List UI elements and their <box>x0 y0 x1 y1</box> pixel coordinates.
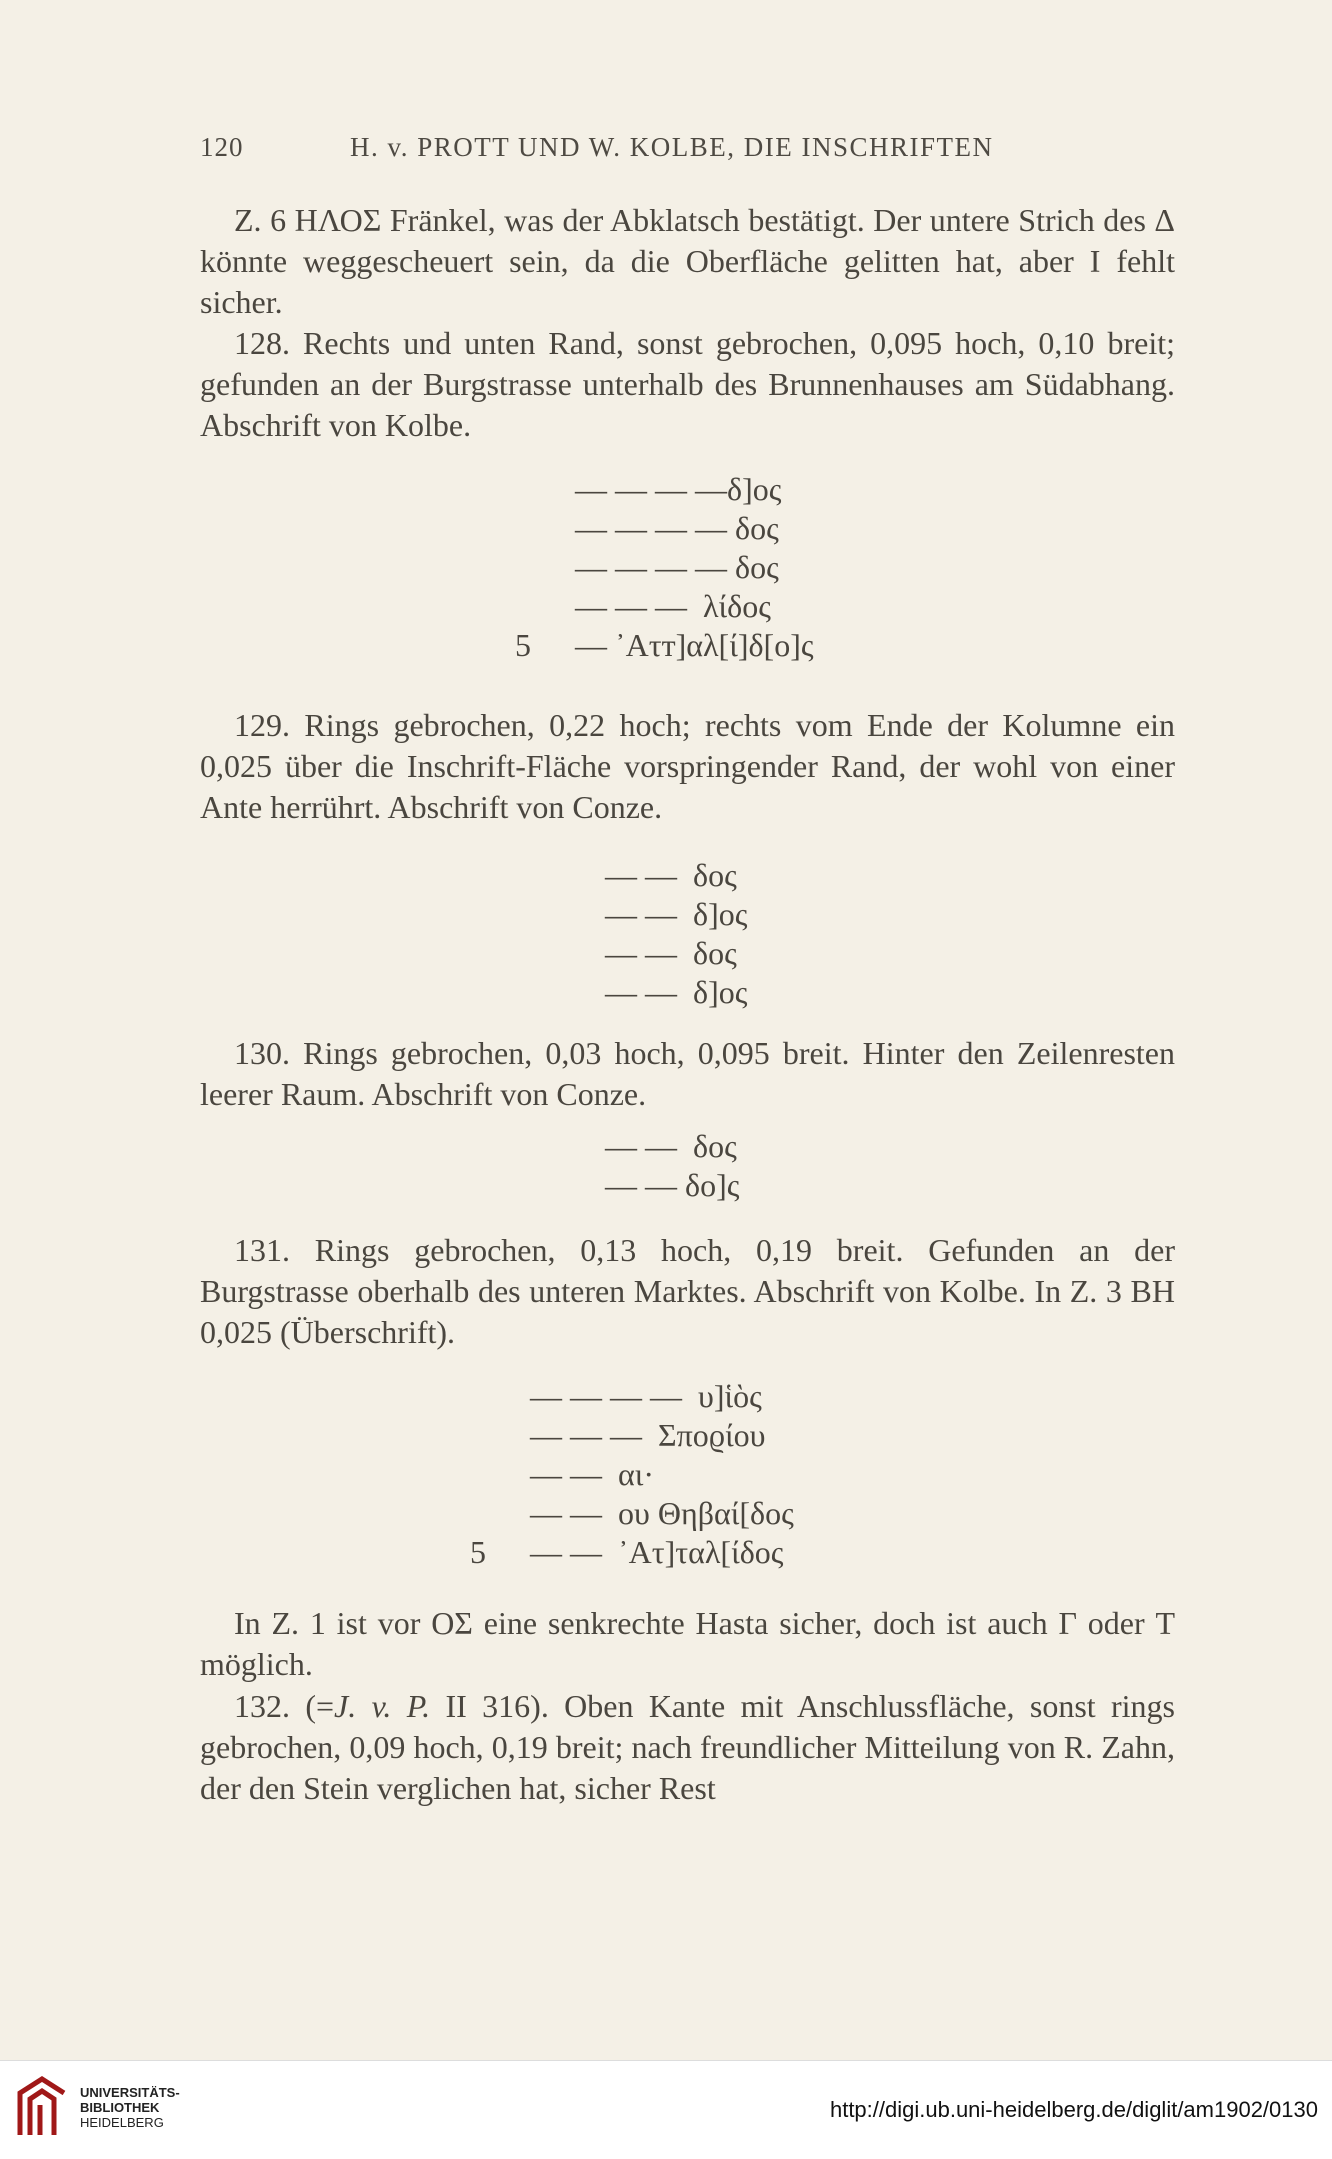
inscription-text: — — — Σποϱίου <box>530 1417 766 1453</box>
inscription-129 <box>605 856 747 1012</box>
entry-130-text: 130. Rings gebrochen, 0,03 hoch, 0,095 breit. Hinter den Zeilenresten leerer Raum. Abschrift von Conze. <box>200 1035 1175 1112</box>
inscription-text: — — ᾿Ατ]ταλ[ίδος <box>530 1534 784 1570</box>
entry-129-text: 129. Rings gebrochen, 0,22 hoch; rechts vom Ende der Kolumne ein 0,025 über die Inschrift-Fläche vorspringender Rand, der wohl von einer Ante herrührt. Abschrift von Conze. <box>200 707 1175 825</box>
entry-132-rest: II 316). Oben Kante mit Anschlussfläche, sonst rings gebrochen, 0,09 hoch, 0,19 breit; nach freundlicher Mitteilung von R. Zahn, der den Stein verglichen hat, sicher Rest <box>200 1688 1176 1806</box>
inscription-text: — — — — δος <box>575 510 779 546</box>
line-number: 5 <box>470 1534 486 1570</box>
paragraph-note-z6 <box>200 200 1175 323</box>
inscription-line <box>605 934 747 973</box>
library-footer <box>0 2060 1332 2159</box>
inscription-line <box>605 973 747 1012</box>
entry-131 <box>200 1230 1175 1353</box>
logo-line-1: UNIVERSITÄTS- <box>80 2085 180 2100</box>
note-131 <box>200 1603 1175 1685</box>
inscription-text: — — — —δ]ος <box>575 471 782 507</box>
entry-128-text: 128. Rechts und unten Rand, sonst gebrochen, 0,095 hoch, 0,10 breit; gefunden an der Burgstrasse unterhalb des Brunnenhauses am Südabhang. Abschrift von Kolbe. <box>200 325 1175 443</box>
inscription-text: — ᾿Ατт]αλ[ί]δ[ο]ς <box>575 627 814 663</box>
inscription-line <box>530 1494 794 1533</box>
inscription-line <box>605 895 747 934</box>
entry-132-ref: J. v. P. <box>334 1688 431 1724</box>
library-logo-text <box>80 2085 180 2130</box>
entry-130 <box>200 1033 1175 1115</box>
inscription-text: — — δο]ς <box>605 1167 740 1203</box>
running-title: H. v. PROTT UND W. KOLBE, DIE INSCHRIFTEN <box>350 132 994 162</box>
inscription-text: — — — — υ]ἱὸς <box>530 1378 762 1414</box>
inscription-line <box>575 587 814 626</box>
inscription-text: — — δος <box>605 857 737 893</box>
inscription-line <box>605 856 747 895</box>
entry-132 <box>200 1686 1175 1809</box>
inscription-line <box>575 509 814 548</box>
inscription-text: — — δος <box>605 1128 737 1164</box>
inscription-text: — — — — δος <box>575 549 779 585</box>
inscription-line <box>575 470 814 509</box>
entry-132-text <box>200 1686 1175 1809</box>
source-url-link[interactable]: http://digi.ub.uni-heidelberg.de/diglit/am1902/0130 <box>829 2097 1318 2122</box>
inscription-text: — — δος <box>605 935 737 971</box>
entry-131-text: 131. Rings gebrochen, 0,13 hoch, 0,19 breit. Gefunden an der Burgstrasse oberhalb des unteren Marktes. Abschrift von Kolbe. In Z. 3 BH 0,025 (Überschrift). <box>200 1232 1175 1350</box>
inscription-line <box>575 548 814 587</box>
inscription-line <box>530 1377 794 1416</box>
inscription-line <box>530 1416 794 1455</box>
note-131-text: In Z. 1 ist vor ΟΣ eine senkrechte Hasta sicher, doch ist auch Γ oder Τ möglich. <box>200 1605 1175 1682</box>
page-number: 120 <box>200 132 244 162</box>
library-logo-icon <box>14 2075 70 2141</box>
entry-132-open: 132. (= <box>234 1688 335 1724</box>
inscription-text: — — δ]ος <box>605 896 748 932</box>
line-number: 5 <box>515 627 531 663</box>
inscription-line <box>530 1455 794 1494</box>
inscription-text: — — αι· <box>530 1456 655 1492</box>
inscription-text: — — ου Θηβαί[δος <box>530 1495 794 1531</box>
inscription-line <box>605 1166 739 1205</box>
entry-129 <box>200 705 1175 828</box>
inscription-line <box>515 626 814 665</box>
entry-128 <box>200 323 1175 446</box>
inscription-text: — — — λίδος <box>575 588 771 624</box>
inscription-line <box>605 1127 739 1166</box>
paragraph-text: Z. 6 ΗΛΟΣ Fränkel, was der Abklatsch bestätigt. Der untere Strich des Δ könnte weggescheuert sein, da die Oberfläche gelitten hat, aber Ι fehlt sicher. <box>200 202 1175 320</box>
logo-line-2: BIBLIOTHEK <box>80 2100 160 2115</box>
inscription-text: — — δ]ος <box>605 974 748 1010</box>
inscription-130 <box>605 1127 739 1205</box>
inscription-line <box>470 1533 794 1572</box>
inscription-128 <box>515 470 814 665</box>
inscription-131 <box>470 1377 794 1572</box>
logo-line-3: HEIDELBERG <box>80 2115 164 2130</box>
